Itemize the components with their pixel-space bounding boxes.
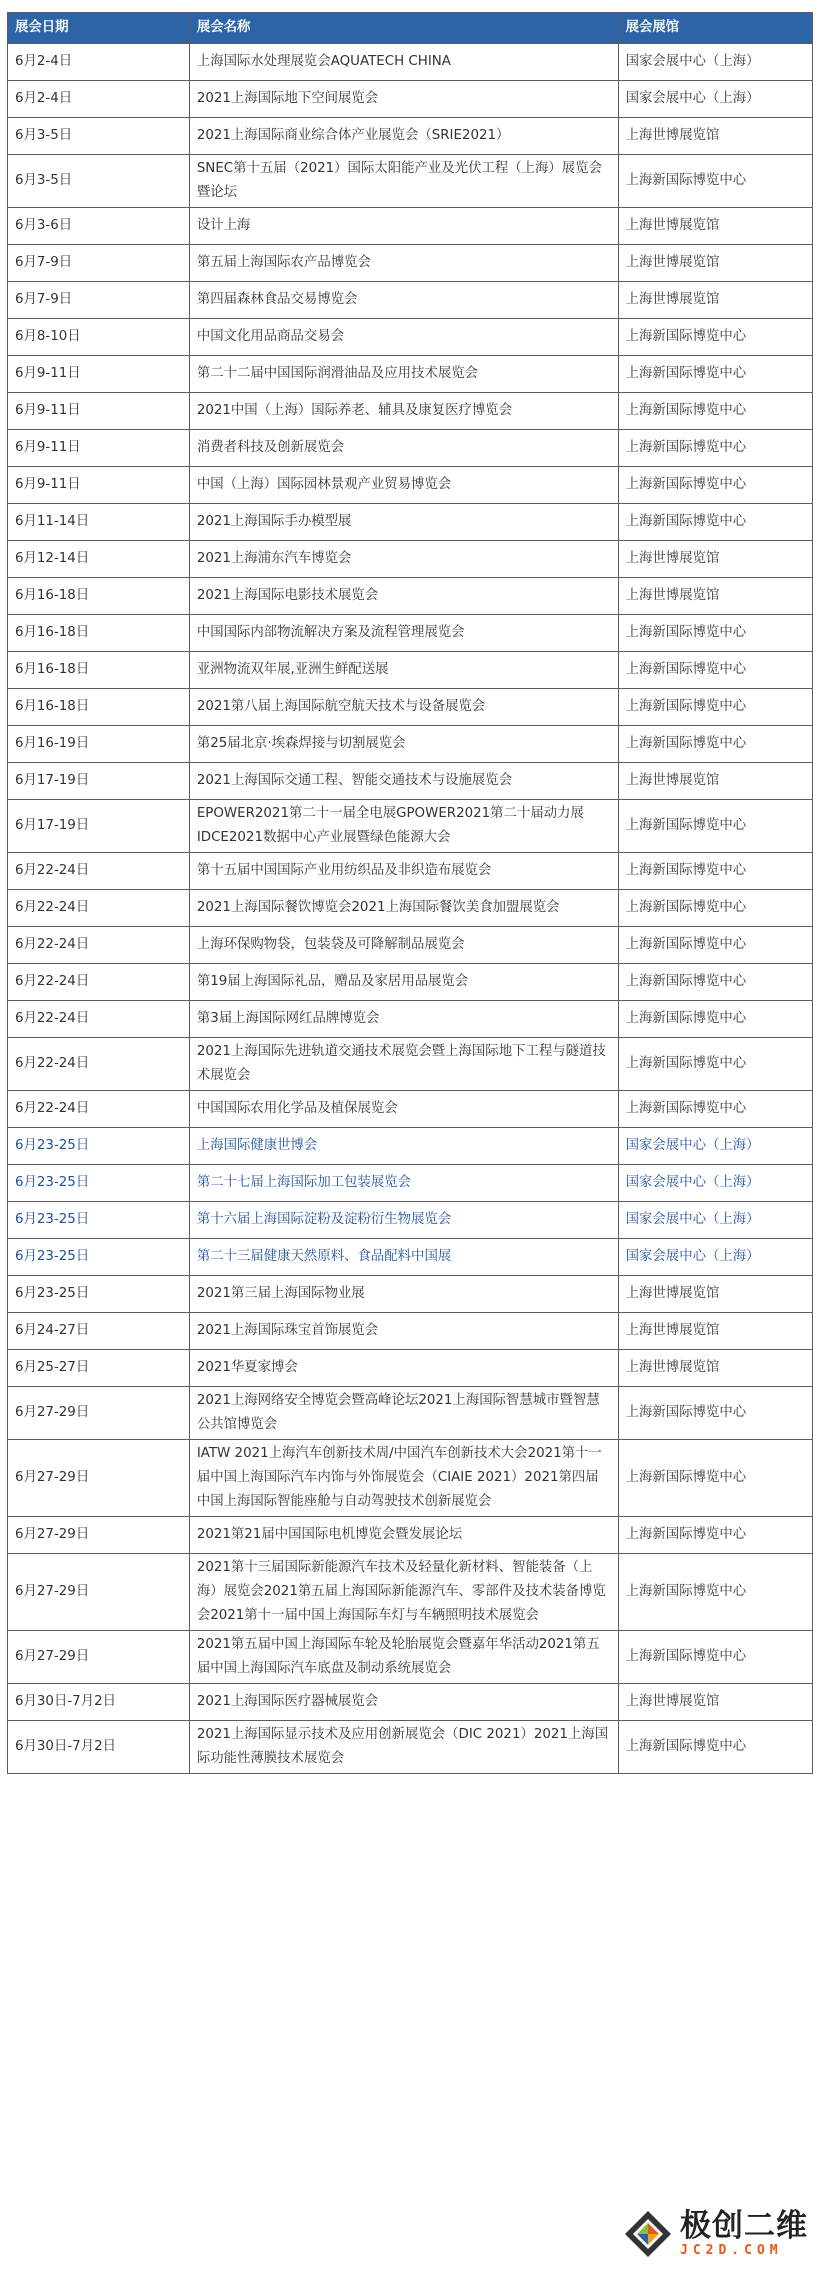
- cell-venue: 上海世博展览馆: [618, 1313, 812, 1350]
- cell-date: 6月30日-7月2日: [8, 1684, 190, 1721]
- cell-date: 6月27-29日: [8, 1554, 190, 1631]
- cell-venue: 上海新国际博览中心: [618, 467, 812, 504]
- cell-venue: 上海新国际博览中心: [618, 319, 812, 356]
- cell-date: 6月27-29日: [8, 1387, 190, 1440]
- cell-date: 6月16-18日: [8, 652, 190, 689]
- cell-date: 6月23-25日: [8, 1165, 190, 1202]
- cell-name: 中国国际内部物流解决方案及流程管理展览会: [189, 615, 618, 652]
- cell-date: 6月3-6日: [8, 208, 190, 245]
- logo-text-en: JC2D.COM: [680, 2243, 783, 2258]
- table-row: [8, 118, 813, 155]
- cell-venue: 上海新国际博览中心: [618, 927, 812, 964]
- table-row: [8, 393, 813, 430]
- cell-venue: 上海世博展览馆: [618, 1350, 812, 1387]
- cell-date: 6月16-19日: [8, 726, 190, 763]
- cell-venue: 国家会展中心（上海）: [618, 1239, 812, 1276]
- table-row: [8, 1276, 813, 1313]
- cell-name: 第二十二届中国国际润滑油品及应用技术展览会: [189, 356, 618, 393]
- cell-venue: 国家会展中心（上海）: [618, 1202, 812, 1239]
- table-row: [8, 927, 813, 964]
- table-row: [8, 1684, 813, 1721]
- cell-name: 2021第三届上海国际物业展: [189, 1276, 618, 1313]
- cell-name: 2021上海国际商业综合体产业展览会（SRIE2021）: [189, 118, 618, 155]
- cell-name: 第19届上海国际礼品，赠品及家居用品展览会: [189, 964, 618, 1001]
- table-row: [8, 1128, 813, 1165]
- table-row: [8, 763, 813, 800]
- cell-date: 6月9-11日: [8, 356, 190, 393]
- cell-name: 第十五届中国国际产业用纺织品及非织造布展览会: [189, 853, 618, 890]
- header-name: 展会名称: [189, 13, 618, 44]
- cell-name: 2021上海国际先进轨道交通技术展览会暨上海国际地下工程与隧道技术展览会: [189, 1038, 618, 1091]
- cell-name: EPOWER2021第二十一届全电展GPOWER2021第二十届动力展IDCE2021数据中心产业展暨绿色能源大会: [189, 800, 618, 853]
- cell-name: 2021上海国际交通工程、智能交通技术与设施展览会: [189, 763, 618, 800]
- cell-venue: 上海新国际博览中心: [618, 726, 812, 763]
- cell-venue: 上海新国际博览中心: [618, 800, 812, 853]
- table-row: [8, 1517, 813, 1554]
- cell-date: 6月27-29日: [8, 1631, 190, 1684]
- table-row: [8, 155, 813, 208]
- cell-venue: 上海世博展览馆: [618, 208, 812, 245]
- header-row: [8, 13, 813, 44]
- cell-venue: 上海世博展览馆: [618, 1276, 812, 1313]
- cell-name: 中国（上海）国际园林景观产业贸易博览会: [189, 467, 618, 504]
- cell-name: 第十六届上海国际淀粉及淀粉衍生物展览会: [189, 1202, 618, 1239]
- cell-venue: 国家会展中心（上海）: [618, 1165, 812, 1202]
- cell-venue: 上海新国际博览中心: [618, 1517, 812, 1554]
- cell-name: 2021华夏家博会: [189, 1350, 618, 1387]
- table-row: [8, 1387, 813, 1440]
- cell-venue: 上海新国际博览中心: [618, 1631, 812, 1684]
- table-row: [8, 890, 813, 927]
- cell-venue: 上海新国际博览中心: [618, 853, 812, 890]
- cell-venue: 上海新国际博览中心: [618, 1440, 812, 1517]
- table-row: [8, 208, 813, 245]
- cell-name: IATW 2021上海汽车创新技术周/中国汽车创新技术大会2021第十一届中国上海国际汽车内饰与外饰展览会（CIAIE 2021）2021第四届中国上海国际智能座舱与自动驾驶技术创新展览会: [189, 1440, 618, 1517]
- cell-date: 6月11-14日: [8, 504, 190, 541]
- table-row: [8, 1313, 813, 1350]
- cell-date: 6月22-24日: [8, 1038, 190, 1091]
- cell-date: 6月23-25日: [8, 1239, 190, 1276]
- table-row: [8, 1202, 813, 1239]
- cell-venue: 上海新国际博览中心: [618, 356, 812, 393]
- cell-venue: 上海新国际博览中心: [618, 393, 812, 430]
- cell-name: SNEC第十五届（2021）国际太阳能产业及光伏工程（上海）展览会暨论坛: [189, 155, 618, 208]
- cell-venue: 上海新国际博览中心: [618, 504, 812, 541]
- cell-date: 6月22-24日: [8, 1091, 190, 1128]
- cell-name: 2021上海国际医疗器械展览会: [189, 1684, 618, 1721]
- cell-venue: 上海世博展览馆: [618, 541, 812, 578]
- cell-date: 6月7-9日: [8, 245, 190, 282]
- cell-venue: 上海新国际博览中心: [618, 155, 812, 208]
- cell-venue: 上海新国际博览中心: [618, 1001, 812, 1038]
- table-row: [8, 541, 813, 578]
- cell-date: 6月3-5日: [8, 155, 190, 208]
- table-row: [8, 726, 813, 763]
- cell-name: 2021第五届中国上海国际车轮及轮胎展览会暨嘉年华活动2021第五届中国上海国际汽车底盘及制动系统展览会: [189, 1631, 618, 1684]
- cell-date: 6月22-24日: [8, 1001, 190, 1038]
- cell-name: 2021上海国际地下空间展览会: [189, 81, 618, 118]
- cell-name: 上海国际水处理展览会AQUATECH CHINA: [189, 44, 618, 81]
- cell-name: 2021第十三届国际新能源汽车技术及轻量化新材料、智能装备（上海）展览会2021第五届上海国际新能源汽车、零部件及技术装备博览会2021第十一届中国上海国际车灯与车辆照明技术展览会: [189, 1554, 618, 1631]
- cell-name: 2021上海国际手办模型展: [189, 504, 618, 541]
- cell-name: 设计上海: [189, 208, 618, 245]
- logo-cube-icon: [622, 2208, 674, 2260]
- cell-name: 上海环保购物袋，包装袋及可降解制品展览会: [189, 927, 618, 964]
- table-row: [8, 578, 813, 615]
- cell-date: 6月16-18日: [8, 689, 190, 726]
- table-row: [8, 1721, 813, 1774]
- header-venue: 展会展馆: [618, 13, 812, 44]
- cell-date: 6月9-11日: [8, 393, 190, 430]
- cell-date: 6月23-25日: [8, 1276, 190, 1313]
- cell-name: 2021中国（上海）国际养老、辅具及康复医疗博览会: [189, 393, 618, 430]
- cell-venue: 上海世博展览馆: [618, 578, 812, 615]
- cell-name: 2021上海网络安全博览会暨高峰论坛2021上海国际智慧城市暨智慧公共馆博览会: [189, 1387, 618, 1440]
- cell-date: 6月16-18日: [8, 615, 190, 652]
- table-row: [8, 1091, 813, 1128]
- cell-venue: 上海新国际博览中心: [618, 1387, 812, 1440]
- cell-date: 6月23-25日: [8, 1128, 190, 1165]
- table-row: [8, 430, 813, 467]
- table-row: [8, 319, 813, 356]
- cell-name: 第二十三届健康天然原料、食品配料中国展: [189, 1239, 618, 1276]
- cell-venue: 上海新国际博览中心: [618, 689, 812, 726]
- cell-venue: 上海世博展览馆: [618, 763, 812, 800]
- cell-name: 中国国际农用化学品及植保展览会: [189, 1091, 618, 1128]
- cell-name: 2021第八届上海国际航空航天技术与设备展览会: [189, 689, 618, 726]
- table-row: [8, 964, 813, 1001]
- cell-name: 第二十七届上海国际加工包装展览会: [189, 1165, 618, 1202]
- cell-date: 6月2-4日: [8, 81, 190, 118]
- cell-name: 2021上海国际显示技术及应用创新展览会（DIC 2021）2021上海国际功能性薄膜技术展览会: [189, 1721, 618, 1774]
- table-row: [8, 652, 813, 689]
- cell-date: 6月2-4日: [8, 44, 190, 81]
- cell-date: 6月22-24日: [8, 964, 190, 1001]
- table-row: [8, 467, 813, 504]
- table-row: [8, 44, 813, 81]
- cell-date: 6月17-19日: [8, 763, 190, 800]
- cell-name: 第3届上海国际网红品牌博览会: [189, 1001, 618, 1038]
- cell-date: 6月9-11日: [8, 430, 190, 467]
- cell-date: 6月17-19日: [8, 800, 190, 853]
- cell-venue: 上海世博展览馆: [618, 1684, 812, 1721]
- header-date: 展会日期: [8, 13, 190, 44]
- cell-name: 上海国际健康世博会: [189, 1128, 618, 1165]
- cell-venue: 上海新国际博览中心: [618, 1091, 812, 1128]
- table-row: [8, 1631, 813, 1684]
- cell-date: 6月22-24日: [8, 853, 190, 890]
- table-row: [8, 615, 813, 652]
- cell-venue: 上海新国际博览中心: [618, 890, 812, 927]
- cell-date: 6月23-25日: [8, 1202, 190, 1239]
- cell-date: 6月27-29日: [8, 1440, 190, 1517]
- cell-name: 第四届森林食品交易博览会: [189, 282, 618, 319]
- cell-date: 6月3-5日: [8, 118, 190, 155]
- table-row: [8, 1554, 813, 1631]
- cell-date: 6月30日-7月2日: [8, 1721, 190, 1774]
- logo-text-cn: 极创二维: [680, 2208, 808, 2244]
- cell-venue: 国家会展中心（上海）: [618, 1128, 812, 1165]
- cell-name: 2021上海国际珠宝首饰展览会: [189, 1313, 618, 1350]
- cell-venue: 上海世博展览馆: [618, 282, 812, 319]
- cell-venue: 上海新国际博览中心: [618, 430, 812, 467]
- cell-venue: 国家会展中心（上海）: [618, 81, 812, 118]
- table-row: [8, 504, 813, 541]
- cell-date: 6月8-10日: [8, 319, 190, 356]
- table-row: [8, 1165, 813, 1202]
- cell-venue: 上海世博展览馆: [618, 118, 812, 155]
- table-row: [8, 1350, 813, 1387]
- table-row: [8, 1038, 813, 1091]
- exhibition-schedule-table: [7, 12, 813, 1774]
- cell-date: 6月16-18日: [8, 578, 190, 615]
- table-row: [8, 1001, 813, 1038]
- cell-name: 亚洲物流双年展,亚洲生鲜配送展: [189, 652, 618, 689]
- cell-name: 第五届上海国际农产品博览会: [189, 245, 618, 282]
- cell-venue: 上海新国际博览中心: [618, 1038, 812, 1091]
- cell-date: 6月25-27日: [8, 1350, 190, 1387]
- table-row: [8, 689, 813, 726]
- cell-name: 2021上海浦东汽车博览会: [189, 541, 618, 578]
- cell-venue: 上海新国际博览中心: [618, 615, 812, 652]
- cell-date: 6月9-11日: [8, 467, 190, 504]
- cell-date: 6月22-24日: [8, 890, 190, 927]
- cell-name: 消费者科技及创新展览会: [189, 430, 618, 467]
- cell-name: 中国文化用品商品交易会: [189, 319, 618, 356]
- cell-name: 2021上海国际电影技术展览会: [189, 578, 618, 615]
- site-logo: [622, 2208, 808, 2260]
- table-row: [8, 800, 813, 853]
- cell-date: 6月7-9日: [8, 282, 190, 319]
- table-row: [8, 282, 813, 319]
- table-row: [8, 81, 813, 118]
- cell-date: 6月12-14日: [8, 541, 190, 578]
- table-row: [8, 1440, 813, 1517]
- cell-venue: 上海新国际博览中心: [618, 1721, 812, 1774]
- table-row: [8, 1239, 813, 1276]
- table-row: [8, 245, 813, 282]
- table-row: [8, 853, 813, 890]
- cell-date: 6月22-24日: [8, 927, 190, 964]
- cell-venue: 上海世博展览馆: [618, 245, 812, 282]
- cell-venue: 上海新国际博览中心: [618, 1554, 812, 1631]
- cell-venue: 上海新国际博览中心: [618, 964, 812, 1001]
- table-row: [8, 356, 813, 393]
- cell-venue: 上海新国际博览中心: [618, 652, 812, 689]
- cell-name: 第25届北京·埃森焊接与切割展览会: [189, 726, 618, 763]
- cell-venue: 国家会展中心（上海）: [618, 44, 812, 81]
- cell-name: 2021第21届中国国际电机博览会暨发展论坛: [189, 1517, 618, 1554]
- cell-name: 2021上海国际餐饮博览会2021上海国际餐饮美食加盟展览会: [189, 890, 618, 927]
- cell-date: 6月24-27日: [8, 1313, 190, 1350]
- cell-date: 6月27-29日: [8, 1517, 190, 1554]
